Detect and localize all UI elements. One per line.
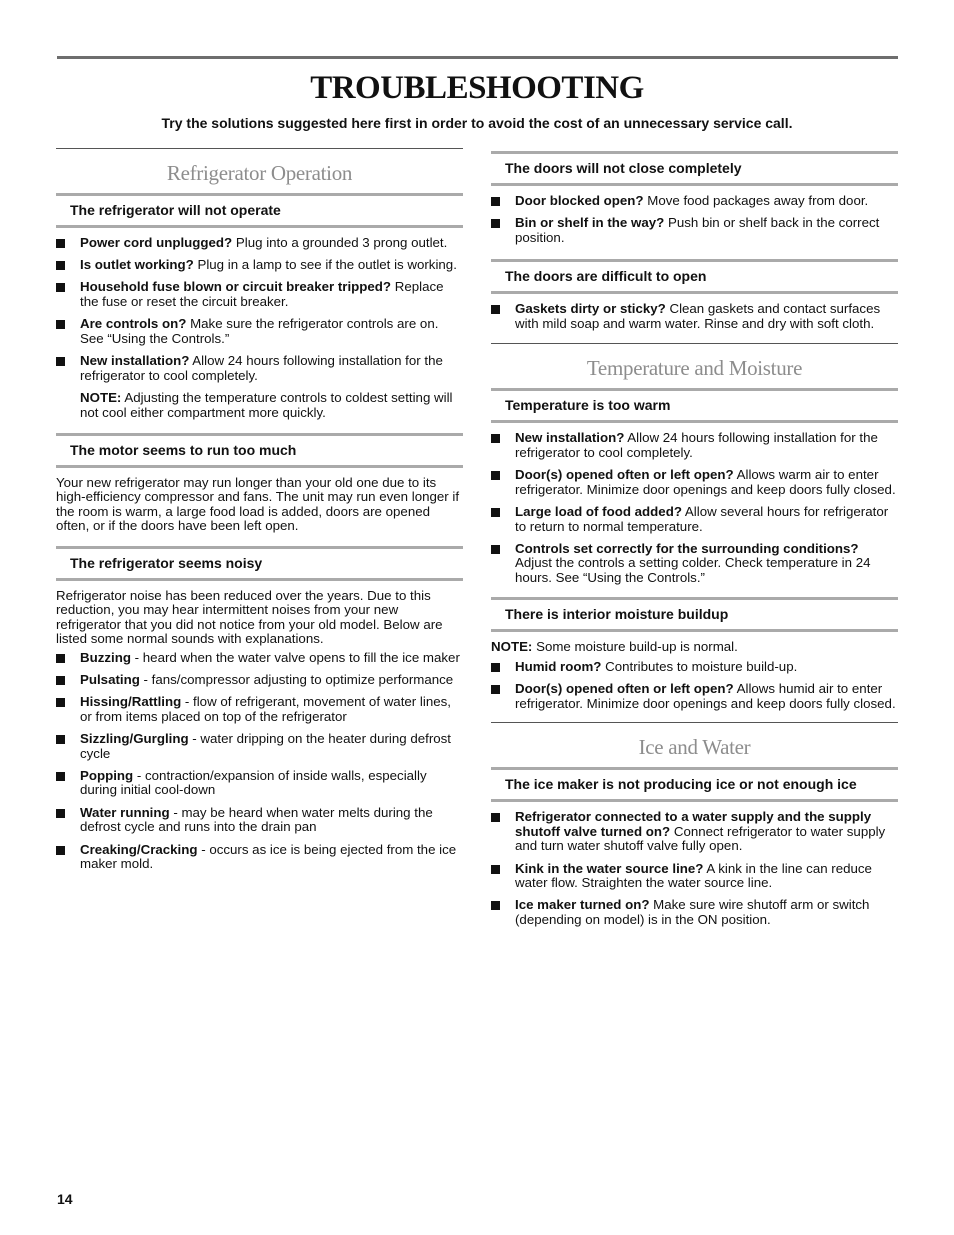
list-item: Door(s) opened often or left open? Allows humid air to enter refrigerator. Minimize door openings and keep doors fully closed. (491, 682, 898, 711)
list-item: Door blocked open? Move food packages away from door. (491, 194, 898, 209)
problem-heading-noisy: The refrigerator seems noisy (56, 546, 463, 581)
problem-heading-ice-maker: The ice maker is not producing ice or not enough ice (491, 767, 898, 802)
list-item: Hissing/Rattling - flow of refrigerant, movement of water lines, or from items placed on top of the refrigerator (56, 695, 463, 724)
bullet-icon (491, 197, 500, 206)
list-item: Large load of food added? Allow several hours for refrigerator to return to normal temperature. (491, 505, 898, 534)
problem-heading-motor: The motor seems to run too much (56, 433, 463, 468)
doors-difficult-list (491, 302, 898, 331)
bullet-icon (491, 901, 500, 910)
list-item: Household fuse blown or circuit breaker tripped? Replace the fuse or reset the circuit breaker. (56, 280, 463, 309)
bullet-icon (491, 471, 500, 480)
bullet-icon (56, 239, 65, 248)
bullet-icon (56, 320, 65, 329)
problem-heading-not-operate: The refrigerator will not operate (56, 193, 463, 228)
ice-maker-list (491, 810, 898, 928)
list-item: Pulsating - fans/compressor adjusting to optimize performance (56, 673, 463, 688)
list-item: New installation? Allow 24 hours following installation for the refrigerator to cool completely. (56, 354, 463, 383)
problem-heading-doors-difficult: The doors are difficult to open (491, 259, 898, 294)
list-item: Water running - may be heard when water melts during the defrost cycle and runs into the drain pan (56, 806, 463, 835)
too-warm-list (491, 431, 898, 586)
list-item: New installation? Allow 24 hours following installation for the refrigerator to cool completely. (491, 431, 898, 460)
list-item: Power cord unplugged? Plug into a grounded 3 prong outlet. (56, 236, 463, 251)
motor-paragraph: Your new refrigerator may run longer than your old one due to its high-efficiency compressor and fans. The unit may run even longer if the room is warm, a large food load is added, doors are opened often, or if the doors have been left open. (56, 474, 460, 534)
page-title: TROUBLESHOOTING (310, 70, 644, 106)
moisture-note: NOTE: Some moisture build-up is normal. (491, 639, 738, 655)
bullet-icon (491, 219, 500, 228)
bullet-icon (56, 735, 65, 744)
moisture-list (491, 660, 898, 712)
problem-heading-too-warm: Temperature is too warm (491, 388, 898, 423)
noisy-paragraph: Refrigerator noise has been reduced over the years. Due to this reduction, you may hear intermittent noises from your new refrigerator that you did not notice from your old model. Below are listed some normal sounds with explanations. (56, 587, 443, 647)
list-item: Humid room? Contributes to moisture build-up. (491, 660, 898, 675)
page-number: 14 (57, 1191, 73, 1207)
noise-list (56, 651, 463, 872)
intro-text: Try the solutions suggested here first in order to avoid the cost of an unnecessary service call. (161, 115, 793, 131)
bullet-icon (56, 772, 65, 781)
list-item: Gaskets dirty or sticky? Clean gaskets and contact surfaces with mild soap and warm water. Rinse and dry with soft cloth. (491, 302, 898, 331)
bullet-icon (56, 846, 65, 855)
problem-heading-moisture: There is interior moisture buildup (491, 597, 898, 632)
section-title-refrigerator-operation: Refrigerator Operation (166, 161, 353, 185)
bullet-icon (491, 663, 500, 672)
list-item: Buzzing - heard when the water valve opens to fill the ice maker (56, 651, 463, 666)
bullet-icon (56, 809, 65, 818)
list-item: Is outlet working? Plug in a lamp to see if the outlet is working. (56, 258, 463, 273)
top-rule (57, 56, 898, 59)
bullet-icon (56, 698, 65, 707)
list-item: Controls set correctly for the surrounding conditions? Adjust the controls a setting colder. Check temperature in 24 hours. See “Using the Controls.” (491, 542, 898, 586)
list-item: Refrigerator connected to a water supply and the supply shutoff valve turned on? Connect refrigerator to water supply and turn water shutoff valve fully open. (491, 810, 898, 854)
right-column (491, 148, 898, 935)
bullet-icon (56, 261, 65, 270)
doors-not-close-list (491, 194, 898, 246)
problem-heading-doors-not-close: The doors will not close completely (491, 151, 898, 186)
list-item: Creaking/Cracking - occurs as ice is being ejected from the ice maker mold. (56, 843, 463, 872)
bullet-icon (491, 813, 500, 822)
note-not-operate: NOTE: Adjusting the temperature controls to coldest setting will not cool either compartment more quickly. (80, 390, 453, 420)
list-item: Are controls on? Make sure the refrigerator controls are on. See “Using the Controls.” (56, 317, 463, 346)
bullet-icon (56, 654, 65, 663)
bullet-icon (56, 676, 65, 685)
not-operate-list (56, 236, 463, 384)
bullet-icon (491, 685, 500, 694)
list-item: Kink in the water source line? A kink in the line can reduce water flow. Straighten the water source line. (491, 862, 898, 891)
list-item: Ice maker turned on? Make sure wire shutoff arm or switch (depending on model) is in the ON position. (491, 898, 898, 927)
section-title-temperature-moisture: Temperature and Moisture (586, 356, 803, 381)
bullet-icon (491, 434, 500, 443)
bullet-icon (491, 865, 500, 874)
bullet-icon (491, 305, 500, 314)
list-item: Door(s) opened often or left open? Allows warm air to enter refrigerator. Minimize door openings and keep doors fully closed. (491, 468, 898, 497)
left-column (56, 148, 463, 879)
list-item: Bin or shelf in the way? Push bin or shelf back in the correct position. (491, 216, 898, 245)
list-item: Popping - contraction/expansion of inside walls, especially during initial cool-down (56, 769, 463, 798)
section-title-ice-water: Ice and Water (638, 734, 751, 759)
list-item: Sizzling/Gurgling - water dripping on the heater during defrost cycle (56, 732, 463, 761)
bullet-icon (56, 357, 65, 366)
bullet-icon (56, 283, 65, 292)
bullet-icon (491, 508, 500, 517)
bullet-icon (491, 545, 500, 554)
